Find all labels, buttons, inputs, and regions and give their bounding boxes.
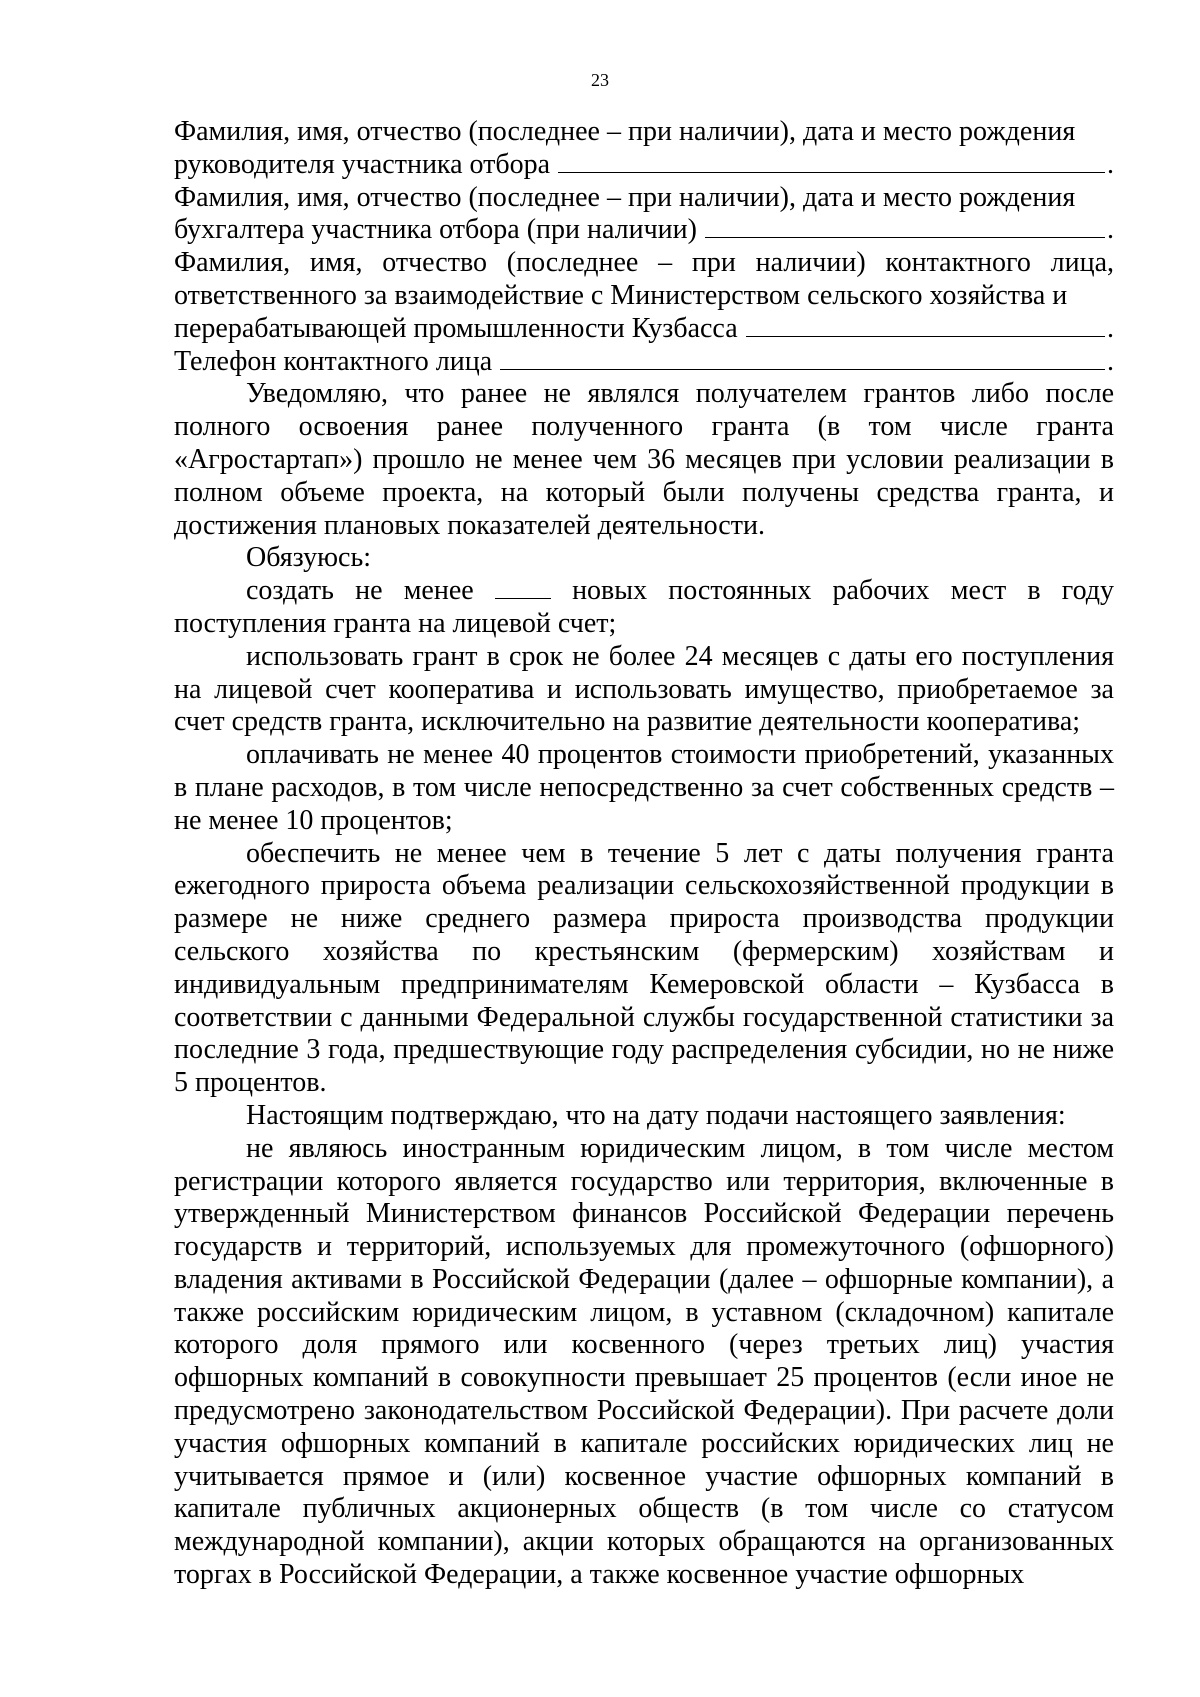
head-fio-field-row <box>174 149 1114 182</box>
head-fio-label-cont: руководителя участника отбора <box>174 148 551 180</box>
contact-phone-blank[interactable] <box>500 347 1105 370</box>
notify-paragraph: Уведомляю, что ранее не являлся получателем грантов либо после полного освоения ранее полученного гранта (в том числе гранта «Агростартап») прошло не менее чем 36 месяцев при условии реализации в полном объеме проекта, на который были получены средства гранта, и достижения плановых показателей деятельности. <box>174 378 1114 541</box>
contact-fio-blank[interactable] <box>746 314 1105 337</box>
head-fio-label: Фамилия, имя, отчество (последнее – при наличии), дата и место рождения <box>174 116 1076 147</box>
accountant-fio-label-cont: бухгалтера участника отбора (при наличии) <box>174 214 697 246</box>
contact-fio-label-cont: перерабатывающей промышленности Кузбасса <box>174 312 738 344</box>
jobs-text-before: создать не менее <box>246 575 474 607</box>
obligate-heading: Обязуюсь: <box>246 542 372 574</box>
use-grant-paragraph: использовать грант в срок не более 24 месяцев с даты его поступления на лицевой счет кооператива и использовать имущество, приобретаемое за счет средств гранта, исключительно на развитие деятельности кооператива; <box>174 640 1114 738</box>
pay-paragraph: оплачивать не менее 40 процентов стоимости приобретений, указанных в плане расходов, в том числе непосредственно за счет собственных средств – не менее 10 процентов; <box>174 739 1114 836</box>
growth-paragraph: обеспечить не менее чем в течение 5 лет с даты получения гранта ежегодного прироста объема реализации сельскохозяйственной продукции в размере не ниже среднего размера прироста производства продукции сельского хозяйства по крестьянским (фермерским) хозяйствам и индивидуальным предпринимателям Кемеровской области – Кузбасса в соответствии с данными Федеральной службы государственной статистики за последние 3 года, предшествующие году распределения субсидии, но не ниже 5 процентов. <box>174 837 1114 1099</box>
period: . <box>1107 312 1114 344</box>
contact-fio-field-row <box>174 313 1114 346</box>
foreign-paragraph: не являюсь иностранным юридическим лицом, в том числе местом регистрации которого является государство или территория, включенные в утвержденный Министерством финансов Российской Федерации перечень государств и территорий, используемых для промежуточного (офшорного) владения активами в Российской Федерации (далее – офшорные компании), а также российским юридическим лицом, в уставном (складочном) капитале которого доля прямого или косвенного (через третьих лиц) участия офшорных компаний в совокупности превышает 25 процентов (если иное не предусмотрено законодательством Российской Федерации). При расчете доли участия офшорных компаний в капитале российских юридических лиц не учитывается прямое и (или) косвенное участие офшорных компаний в капитале публичных акционерных обществ (в том числе со статусом международной компании), акции которых обращаются на организованных торгах в Российской Федерации, а также косвенное участие офшорных <box>174 1132 1114 1591</box>
document-body <box>174 116 1114 1592</box>
head-fio-blank[interactable] <box>558 150 1105 173</box>
period: . <box>1107 345 1114 377</box>
jobs-paragraph <box>174 575 1114 641</box>
contact-phone-field-row <box>174 346 1114 379</box>
page-number: 23 <box>591 70 609 90</box>
jobs-text-after: новых постоянных рабочих мест в году поступления гранта на лицевой счет; <box>174 575 1115 639</box>
period: . <box>1107 214 1114 246</box>
accountant-fio-label: Фамилия, имя, отчество (последнее – при наличии), дата и место рождения <box>174 181 1076 213</box>
accountant-fio-blank[interactable] <box>705 215 1105 238</box>
accountant-fio-field-row <box>174 214 1114 247</box>
period: . <box>1107 148 1114 180</box>
contact-fio-label: Фамилия, имя, отчество (последнее – при наличии) контактного лица, ответственного за взаимодействие с Министерством сельского хозяйства и <box>174 247 1114 311</box>
contact-phone-label: Телефон контактного лица <box>174 345 493 377</box>
jobs-count-blank[interactable] <box>495 576 551 599</box>
confirm-paragraph: Настоящим подтверждаю, что на дату подачи настоящего заявления: <box>246 1099 1066 1131</box>
